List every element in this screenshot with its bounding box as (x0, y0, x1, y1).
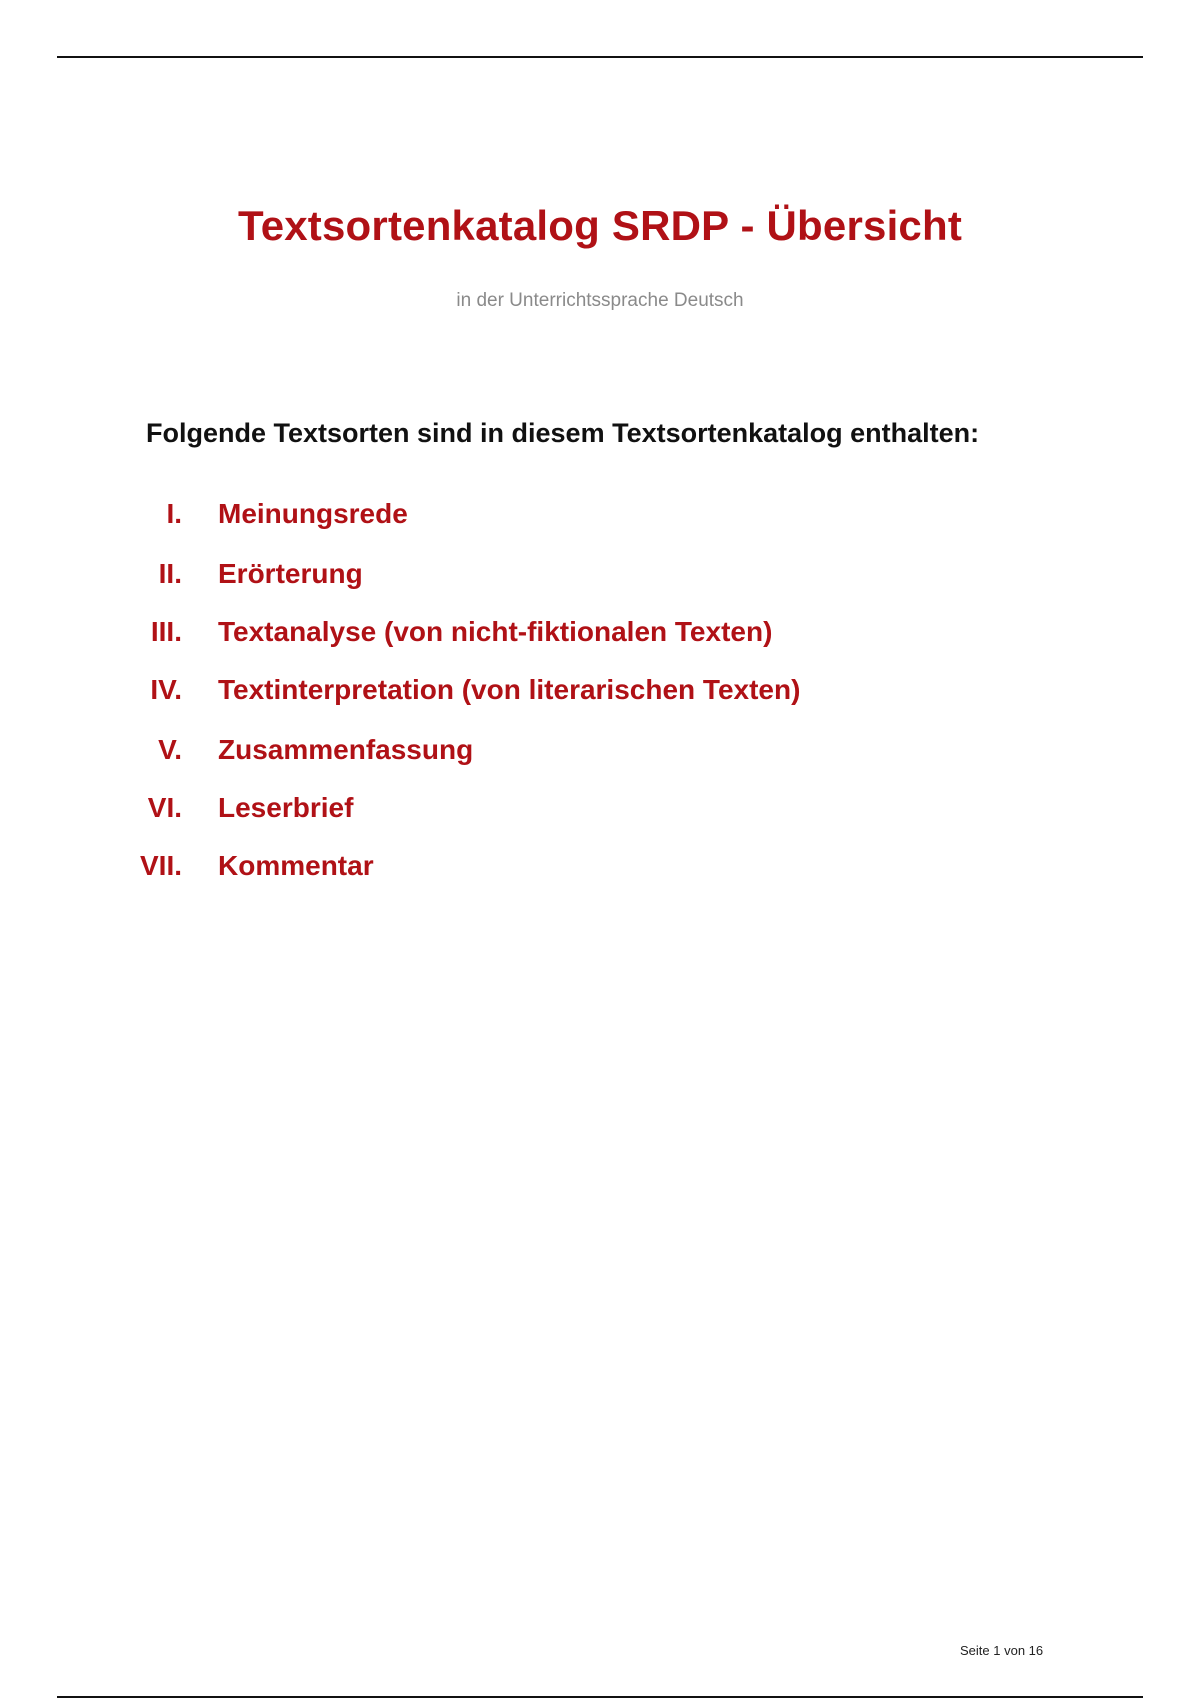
toc-item-textinterpretation[interactable] (0, 674, 1200, 714)
toc-numeral: VII. (139, 850, 182, 881)
toc-item-kommentar[interactable] (0, 850, 1200, 890)
toc-link[interactable]: Zusammenfassung (218, 734, 474, 765)
toc-link[interactable]: Meinungsrede (218, 498, 408, 529)
document-title: Textsortenkatalog SRDP - Übersicht (237, 202, 963, 249)
toc-link[interactable]: Textanalyse (von nicht-fiktionalen Texten) (218, 616, 773, 647)
toc-numeral: VI. (147, 792, 182, 823)
toc-link[interactable]: Erörterung (218, 558, 363, 589)
toc-item-zusammenfassung[interactable] (0, 734, 1200, 774)
toc-item-textanalyse[interactable] (0, 616, 1200, 656)
toc-item-leserbrief[interactable] (0, 792, 1200, 832)
toc-numeral: I. (166, 498, 182, 529)
toc-numeral: IV. (150, 674, 182, 705)
toc-item-meinungsrede[interactable] (0, 498, 1200, 538)
header-rule (57, 56, 1143, 58)
footer-rule (57, 1696, 1143, 1698)
toc-link[interactable]: Leserbrief (218, 792, 354, 823)
toc-numeral: V. (158, 734, 182, 765)
toc-numeral: III. (150, 616, 182, 647)
toc-item-eroerterung[interactable] (0, 558, 1200, 598)
intro-heading: Folgende Textsorten sind in diesem Textsortenkatalog enthalten: (146, 418, 980, 448)
toc-numeral: II. (158, 558, 182, 589)
document-subtitle: in der Unterrichtssprache Deutsch (456, 290, 744, 311)
page-number: Seite 1 von 16 (960, 1643, 1044, 1658)
toc-link[interactable]: Textinterpretation (von literarischen Texten) (218, 674, 801, 705)
toc-link[interactable]: Kommentar (218, 850, 374, 881)
